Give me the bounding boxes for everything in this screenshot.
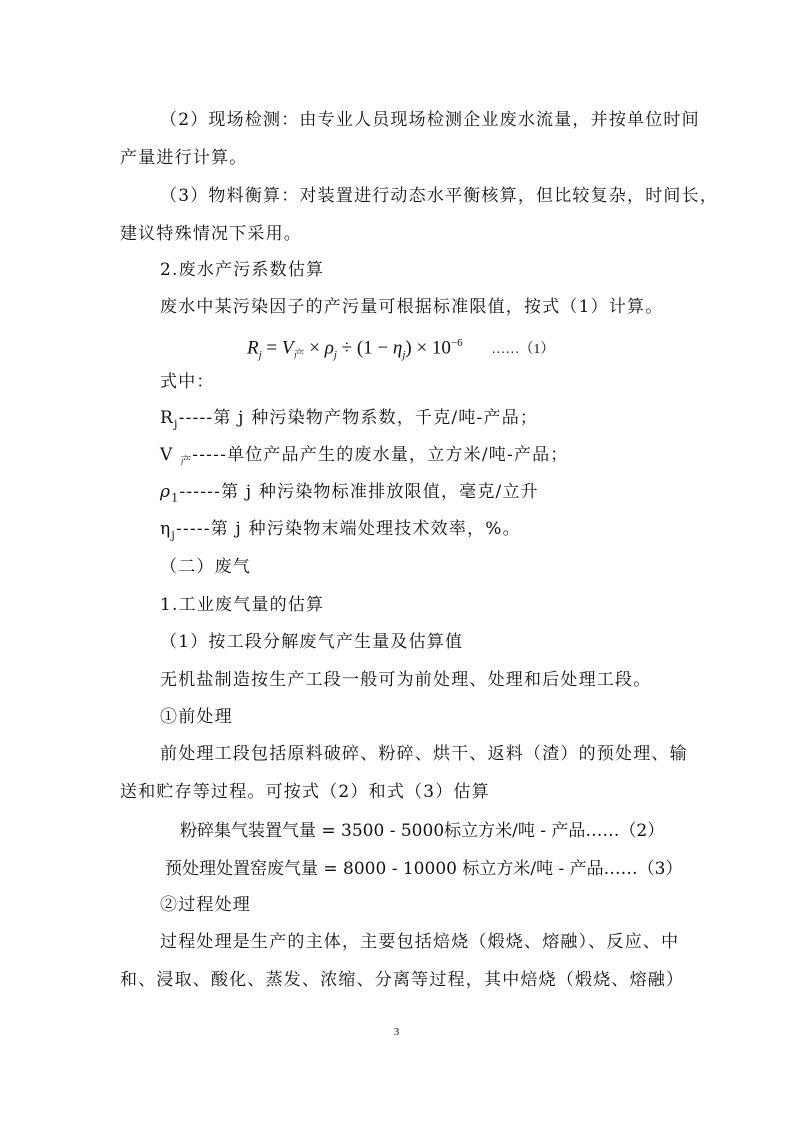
list-item: ①前处理 [160, 707, 233, 727]
paragraph-line: 过程处理是生产的主体，主要包括焙烧（煅烧、熔融）、反应、中 [160, 932, 680, 952]
paragraph-line: 无机盐制造按生产工段一般可为前处理、处理和后处理工段。 [160, 670, 652, 690]
formula-3: 预处理处置窑废气量 = 8000 - 10000 标立方米/吨 - 产品……（3） [165, 859, 683, 879]
section-heading: （1）按工段分解废气产生量及估算值 [160, 632, 464, 652]
list-item: ②过程处理 [160, 895, 251, 915]
paragraph-line: 产量进行计算。 [120, 148, 248, 168]
paragraph-line: （3）物料衡算：对装置进行动态水平衡核算，但比较复杂，时间长， [160, 186, 719, 206]
formula-2: 粉碎集气装置气量 = 3500 - 5000标立方米/吨 - 产品……（2） [180, 821, 665, 841]
page-number: 3 [393, 1026, 400, 1038]
paragraph-line: 前处理工段包括原料破碎、粉碎、烘干、返料（渣）的预处理、输 [160, 744, 688, 764]
definition-r: $R_j-----$第 j 种污染物产物系数，千克/吨-产品； [160, 408, 539, 431]
formula-1: $R_j = V_产 \times \rho_j \div (1 - \eta_j) \times 10^{-6}$ ……（1） [247, 337, 555, 362]
section-heading: 2.废水产污系数估算 [160, 260, 325, 280]
paragraph-line: 和、浸取、酸化、蒸发、浓缩、分离等过程，其中焙烧（煅烧、熔融） [120, 970, 685, 990]
paragraph-line: 建议特殊情况下采用。 [120, 224, 302, 244]
formula-ref: ……（1） [491, 342, 555, 358]
section-heading: （二）废气 [160, 557, 251, 577]
definition-eta: $\eta_j-----$第 j 种污染物末端处理技术效率，%。 [160, 519, 521, 542]
paragraph-line: （2）现场检测：由专业人员现场检测企业废水流量，并按单位时间 [160, 110, 700, 130]
definition-rho: $\rho_1------$第 j 种污染物标准排放限值，毫克/立升 [160, 482, 539, 505]
definition-v: V $_产$-----单位产品产生的废水量，立方米/吨-产品； [160, 445, 569, 468]
paragraph-line: 废水中某污染因子的产污量可根据标准限值，按式（1）计算。 [160, 297, 664, 317]
section-heading: 1.工业废气量的估算 [160, 595, 325, 615]
paragraph-line: 式中： [160, 372, 215, 392]
paragraph-line: 送和贮存等过程。可按式（2）和式（3）估算 [120, 782, 490, 802]
